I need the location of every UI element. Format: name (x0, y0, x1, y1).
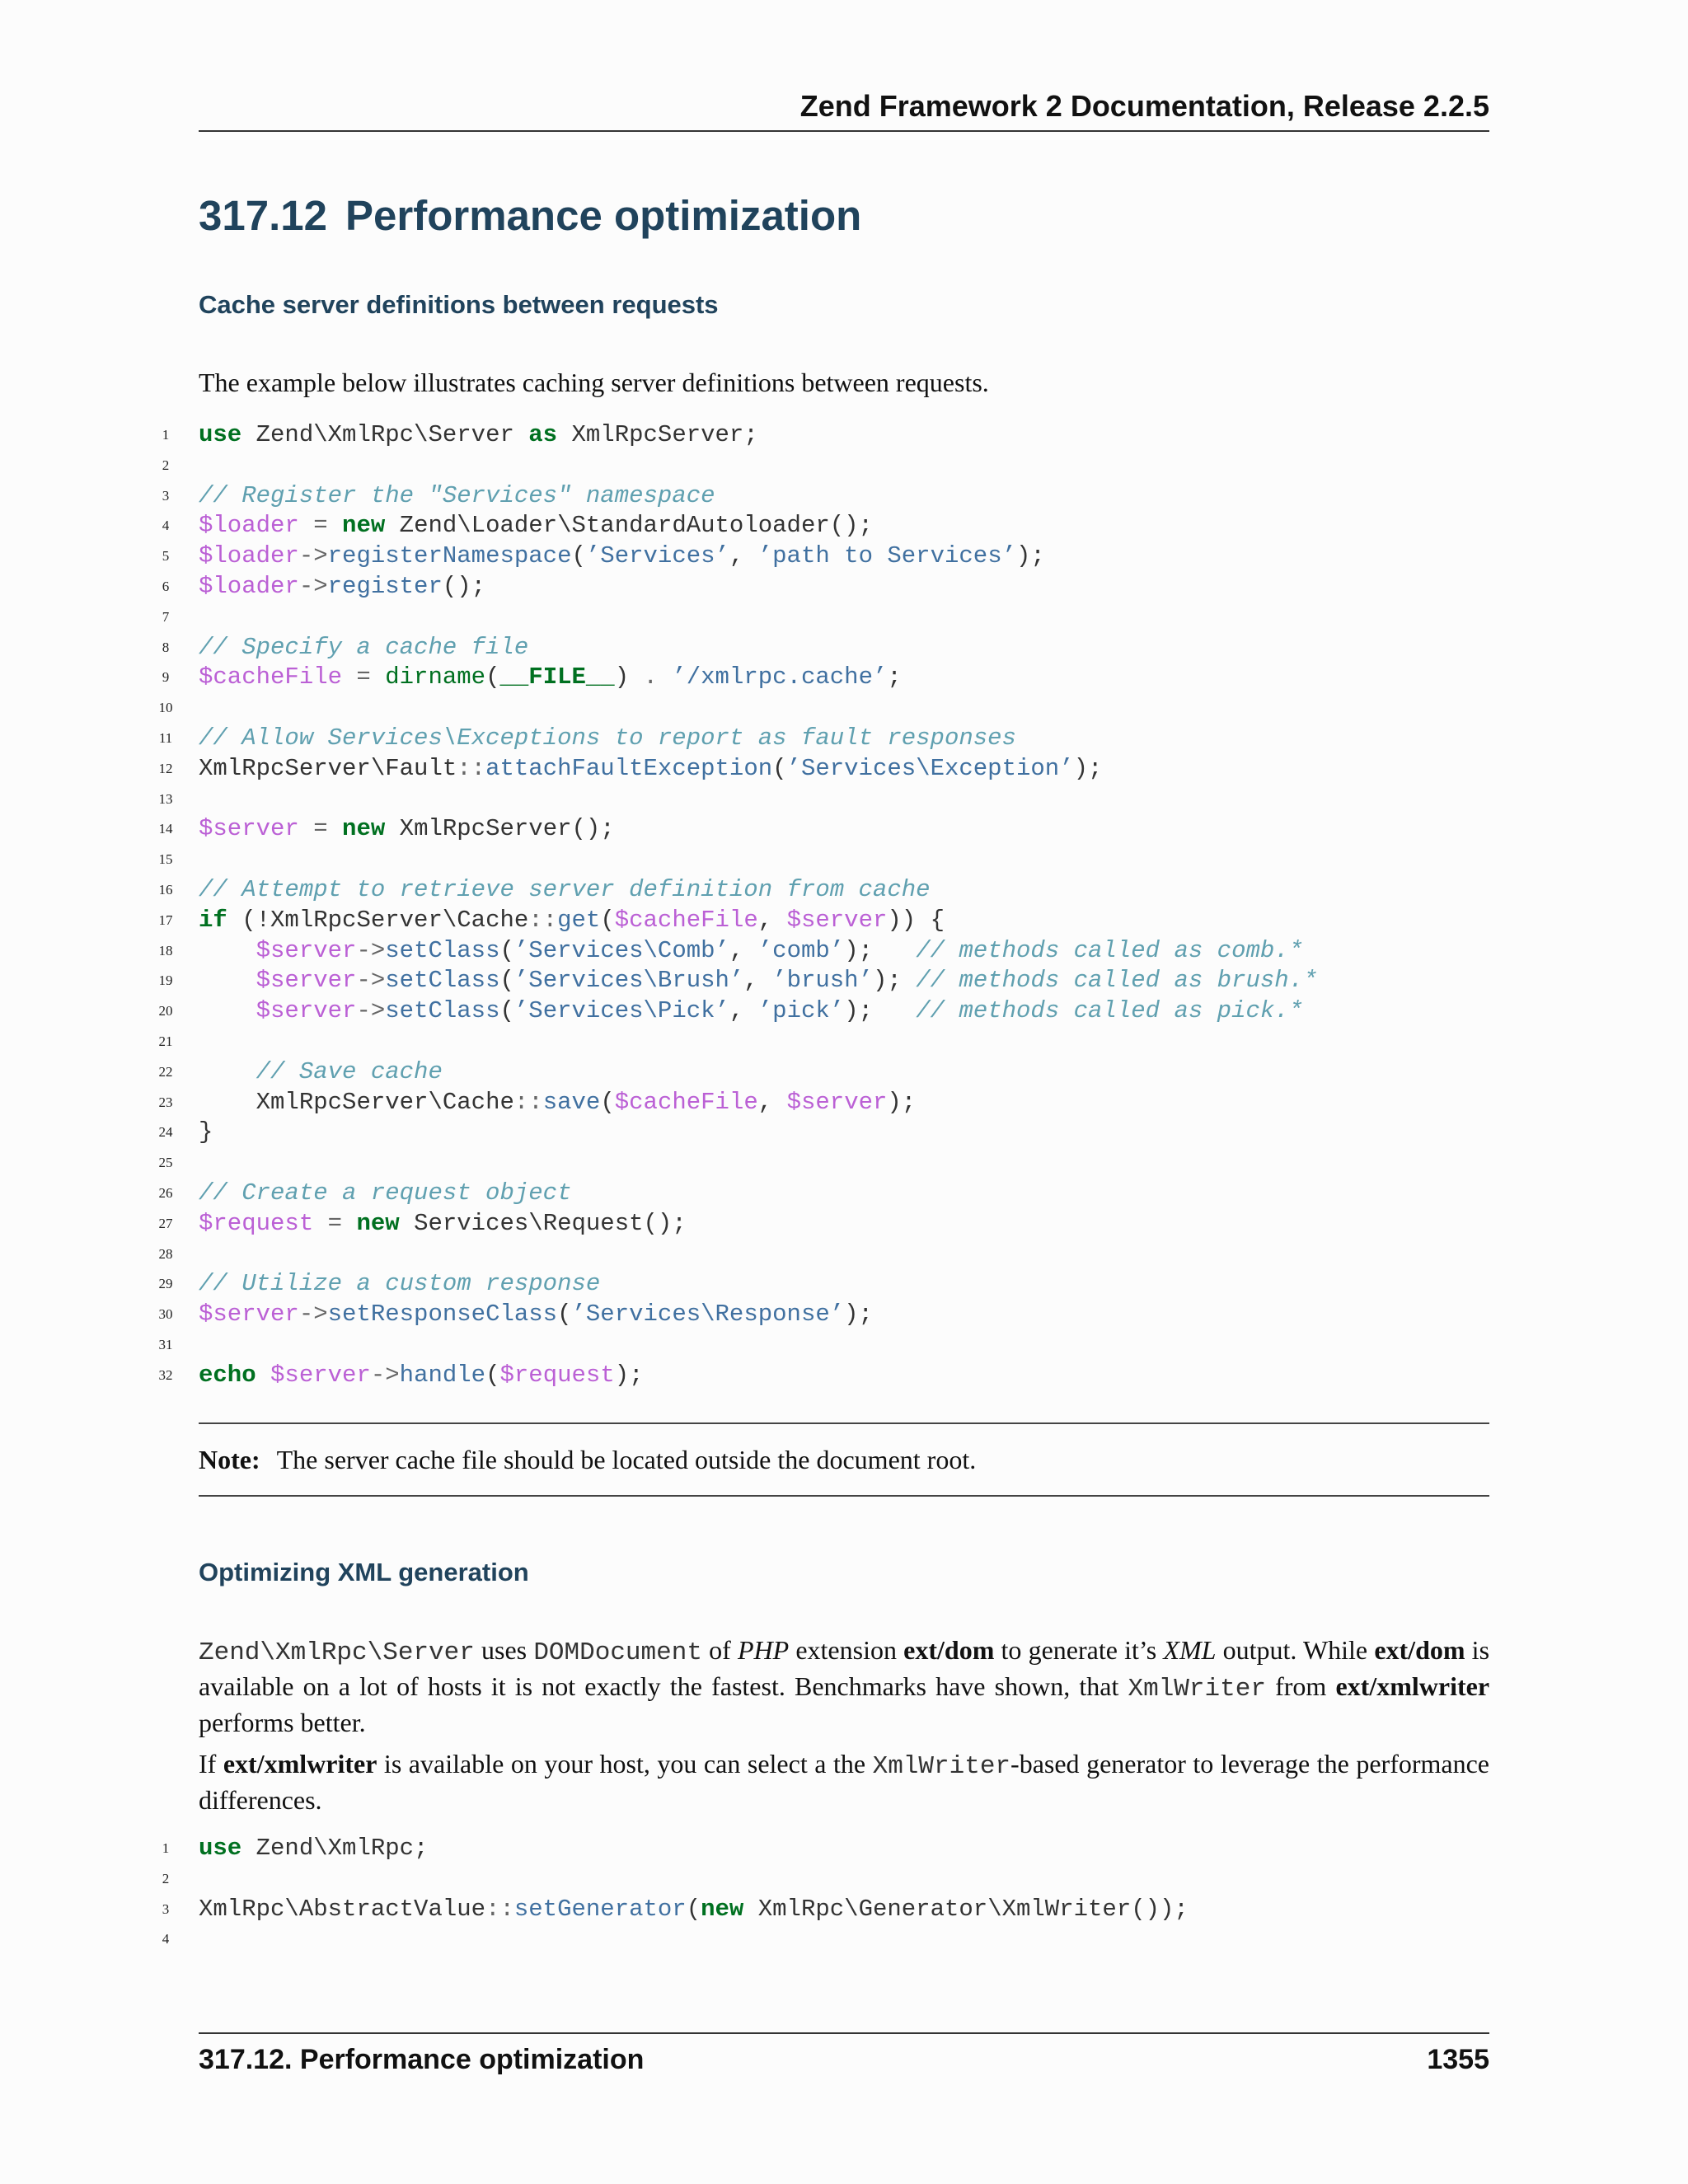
running-footer (199, 2032, 1489, 2093)
xml-paragraph-1: Zend\XmlRpc\Server uses DOMDocument of PHP extension ext/dom to generate it’s XML output. While ext/dom is available on a lot of hosts it is not exactly the fastest. Benchmarks have shown, that XmlWriter from ext/xmlwriter performs better. (199, 1635, 1490, 1737)
code-line (149, 785, 1489, 815)
code-line: 26 // Create a request object (149, 1179, 1489, 1209)
line-number: 16 (158, 881, 173, 898)
footer-section: 317.12. Performance optimization (199, 2044, 645, 2075)
line-number: 8 (162, 639, 170, 655)
line-number: 4 (162, 518, 170, 534)
code-line: 27 $request = new Services\Request(); (149, 1209, 1489, 1240)
code-line (149, 1027, 1489, 1057)
note-label: Note: (199, 1445, 260, 1474)
subsection-title-xml: Optimizing XML generation (199, 1558, 529, 1586)
code-block-cache (149, 420, 1489, 1391)
line-number: 25 (158, 1155, 173, 1171)
line-number: 18 (158, 942, 173, 958)
code-line (149, 1240, 1489, 1270)
line-number: 5 (162, 548, 170, 565)
code-line: 24 } (149, 1118, 1489, 1148)
code-line: 16 // Attempt to retrieve server definition from cache (149, 875, 1489, 906)
code-line: 20 $server->setClass(’Services\Pick’, ’pick’); // methods called as pick.* (149, 996, 1489, 1027)
line-number: 2 (162, 457, 170, 473)
line-number: 1 (162, 1840, 170, 1856)
line-number: 6 (162, 578, 170, 594)
line-number: 19 (158, 972, 173, 989)
line-number: 3 (162, 487, 170, 504)
section-title (199, 191, 861, 240)
code-line: 1 use Zend\XmlRpc; (149, 1834, 1489, 1864)
line-number: 11 (158, 729, 173, 746)
note-admonition (199, 1422, 1489, 1497)
code-line (149, 451, 1489, 481)
code-line: 14 $server = new XmlRpcServer(); (149, 814, 1489, 845)
code-line (149, 1148, 1489, 1179)
code-line: 30 $server->setResponseClass(’Services\Response’); (149, 1300, 1489, 1330)
line-number: 31 (158, 1336, 173, 1352)
code-line (149, 693, 1489, 724)
line-number: 7 (162, 608, 170, 625)
running-header: Zend Framework 2 Documentation, Release 2.2.5 (199, 89, 1489, 132)
section-title-text: Performance optimization (345, 192, 862, 239)
code-line: 5 $loader->registerNamespace(’Services’, ’path to Services’); (149, 541, 1489, 572)
code-line: 6 $loader->register(); (149, 572, 1489, 602)
code-line: 9 $cacheFile = dirname(__FILE__) . ’/xmlrpc.cache’; (149, 663, 1489, 693)
code-line: 3 XmlRpc\AbstractValue::setGenerator(new XmlRpc\Generator\XmlWriter()); (149, 1895, 1489, 1925)
code-line: 3 // Register the "Services" namespace (149, 481, 1489, 512)
line-number: 13 (158, 790, 173, 807)
line-number: 30 (158, 1306, 173, 1323)
cache-intro-paragraph: The example below illustrates caching server definitions between requests. (199, 368, 989, 397)
code-line (149, 1330, 1489, 1361)
line-number: 14 (158, 821, 173, 837)
code-line (149, 1864, 1489, 1895)
line-number: 1 (162, 427, 170, 443)
note-text: The server cache file should be located outside the document root. (276, 1445, 977, 1474)
subsection-title-cache: Cache server definitions between requests (199, 290, 719, 319)
code-block-xml (149, 1834, 1489, 1955)
xml-paragraph-2: If ext/xmlwriter is available on your host, you can select a the XmlWriter-based generator to leverage the performance differences. (199, 1749, 1490, 1815)
code-line (149, 1924, 1489, 1955)
line-number: 22 (158, 1063, 173, 1080)
code-line: 18 $server->setClass(’Services\Comb’, ’comb’); // methods called as comb.* (149, 936, 1489, 967)
line-number: 21 (158, 1033, 173, 1049)
code-line (149, 845, 1489, 875)
code-line: 22 // Save cache (149, 1057, 1489, 1088)
line-number: 12 (158, 760, 173, 776)
line-number: 24 (158, 1124, 173, 1141)
line-number: 28 (158, 1245, 173, 1262)
line-number: 26 (158, 1184, 173, 1201)
line-number: 17 (158, 912, 173, 928)
line-number: 15 (158, 851, 173, 868)
line-number: 4 (162, 1931, 170, 1947)
line-number: 27 (158, 1215, 173, 1231)
section-number: 317.12 (199, 192, 327, 239)
code-line: 8 // Specify a cache file (149, 633, 1489, 663)
code-line: 23 XmlRpcServer\Cache::save($cacheFile, $server); (149, 1088, 1489, 1118)
line-number: 20 (158, 1003, 173, 1019)
code-line: 17 if (!XmlRpcServer\Cache::get($cacheFile, $server)) { (149, 906, 1489, 936)
code-line: 1 use Zend\XmlRpc\Server as XmlRpcServer; (149, 420, 1489, 451)
line-number: 32 (158, 1366, 173, 1383)
page-number: 1355 (1427, 2044, 1489, 2075)
code-line: 32 echo $server->handle($request); (149, 1361, 1489, 1391)
code-line: 11 // Allow Services\Exceptions to report as fault responses (149, 724, 1489, 754)
code-line: 12 XmlRpcServer\Fault::attachFaultException(’Services\Exception’); (149, 754, 1489, 785)
line-number: 9 (162, 669, 170, 686)
line-number: 23 (158, 1094, 173, 1110)
line-number: 10 (158, 700, 173, 716)
code-line: 4 $loader = new Zend\Loader\StandardAutoloader(); (149, 511, 1489, 541)
line-number: 29 (158, 1276, 173, 1292)
code-line: 29 // Utilize a custom response (149, 1269, 1489, 1300)
code-line: 19 $server->setClass(’Services\Brush’, ’brush’); // methods called as brush.* (149, 966, 1489, 996)
line-number: 3 (162, 1900, 170, 1917)
code-line (149, 602, 1489, 633)
line-number: 2 (162, 1870, 170, 1886)
